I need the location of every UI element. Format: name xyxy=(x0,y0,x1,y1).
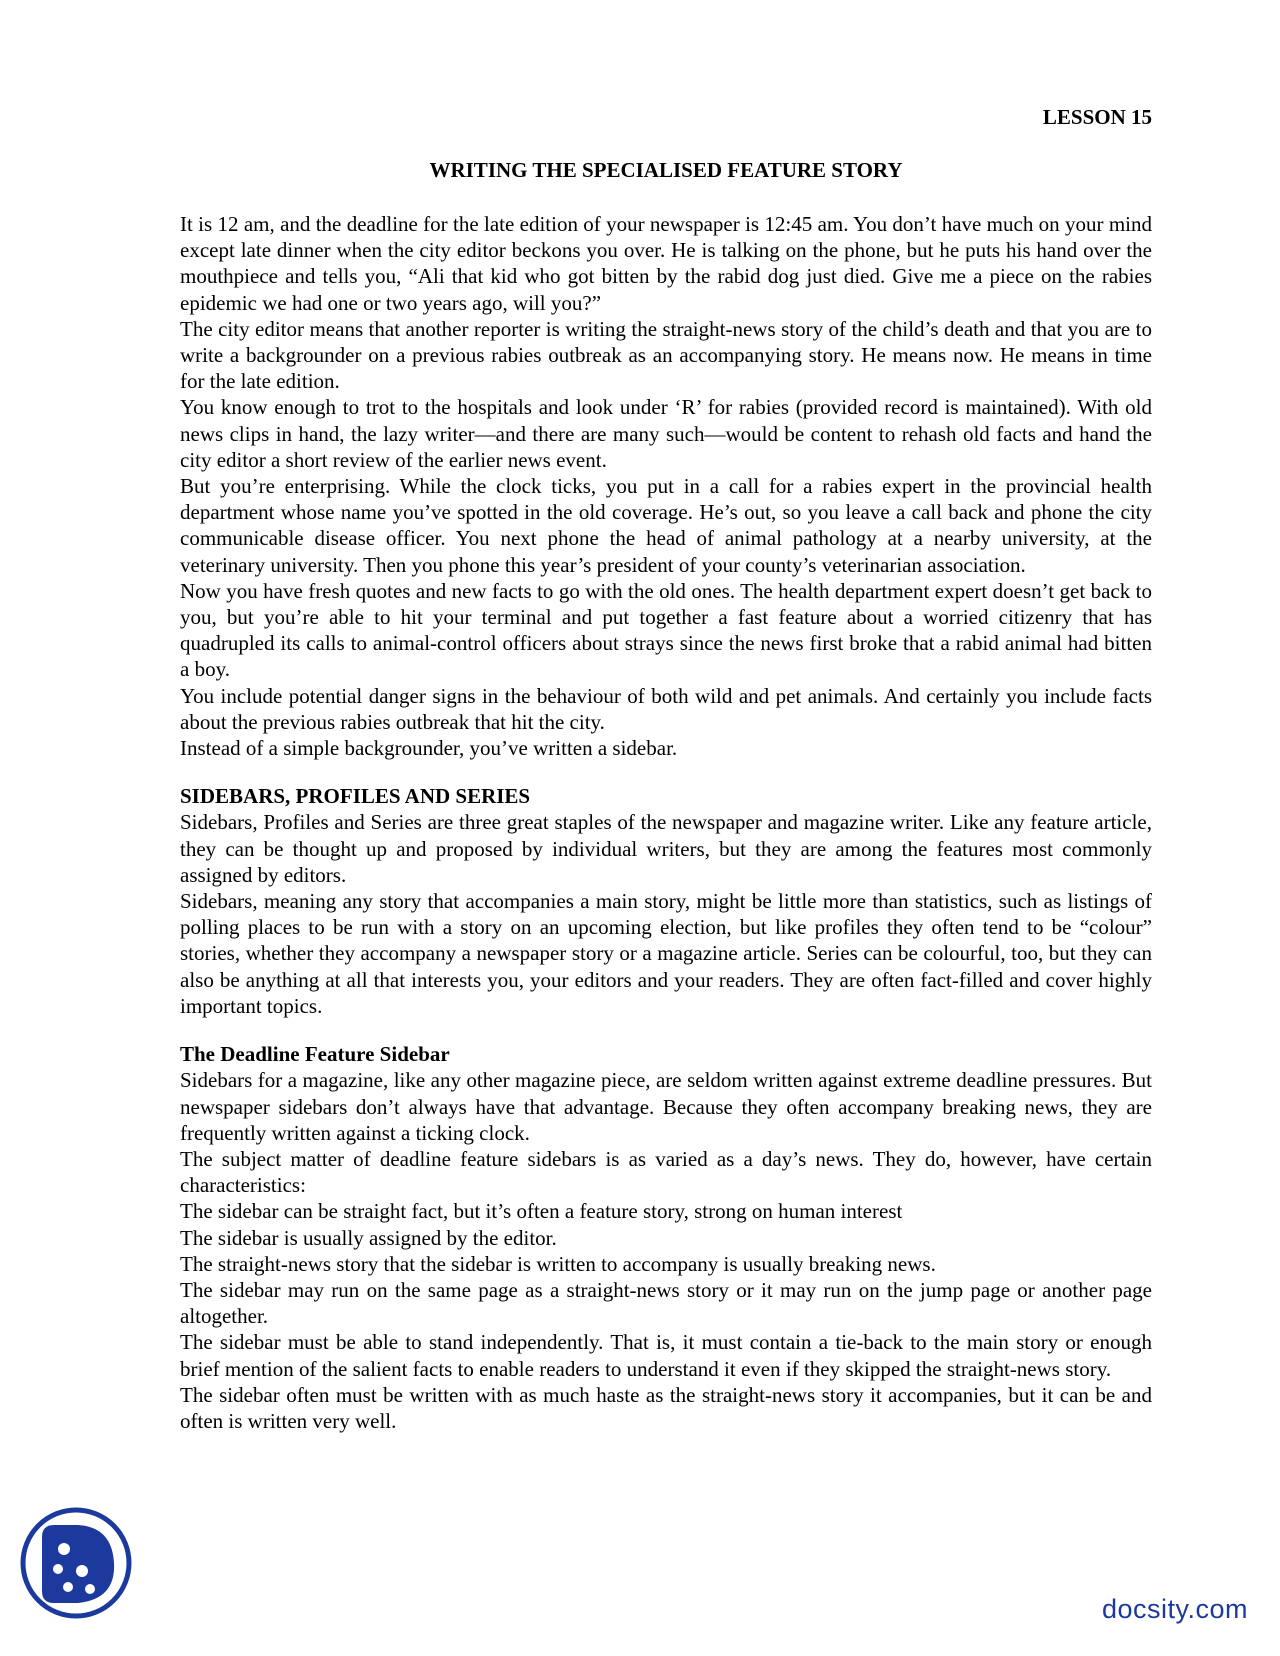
section-spacer xyxy=(180,1019,1152,1041)
intro-paragraph: It is 12 am, and the deadline for the late edition of your newspaper is 12:45 am. You don’t have much on your mind except late dinner when the city editor beckons you over. He is talking on the phone, but he puts his hand over the mouthpiece and tells you, “Ali that kid who got bitten by the rabid dog just died. Give me a piece on the rabies epidemic we had one or two years ago, will you?” xyxy=(180,212,1152,315)
list-item: The sidebar often must be written with as much haste as the straight-news story it accompanies, but it can be and often is written very well. xyxy=(180,1382,1152,1433)
intro-paragraph: The city editor means that another reporter is writing the straight-news story of the child’s death and that you are to write a backgrounder on a previous rabies outbreak as an accompanying story. He means now. He means in time for the late edition. xyxy=(180,316,1152,394)
section-heading-deadline-sidebar: The Deadline Feature Sidebar xyxy=(180,1042,450,1067)
list-item: The sidebar can be straight fact, but it’s often a feature story, strong on human interest xyxy=(180,1199,903,1224)
intro-paragraph: Instead of a simple backgrounder, you’ve written a sidebar. xyxy=(180,736,678,761)
section-paragraph: Sidebars, Profiles and Series are three great staples of the newspaper and magazine writer. Like any feature article, they can be thought up and proposed by individual writers, but they are among the features most commonly assigned by editors. xyxy=(180,810,1152,887)
docsity-brand-link[interactable]: docsity.com xyxy=(1102,1594,1249,1624)
section-heading-sidebars: SIDEBARS, PROFILES AND SERIES xyxy=(180,784,531,809)
intro-paragraph: You know enough to trot to the hospitals and look under ‘R’ for rabies (provided record is maintained). With old news clips in hand, the lazy writer—and there are many such—would be content to rehash old facts and hand the city editor a short review of the earlier news event. xyxy=(180,395,1152,472)
list-item: The straight-news story that the sidebar is written to accompany is usually breaking news. xyxy=(180,1251,936,1276)
intro-paragraph: You include potential danger signs in the behaviour of both wild and pet animals. And certainly you include facts about the previous rabies outbreak that hit the city. xyxy=(180,683,1152,734)
lesson-label: LESSON 15 xyxy=(1042,105,1152,129)
section-paragraph: Sidebars for a magazine, like any other magazine piece, are seldom written against extreme deadline pressures. But newspaper sidebars don’t always have that advantage. Because they often accompany breaking news, they are frequently written against a ticking clock. xyxy=(180,1068,1152,1145)
intro-paragraph: But you’re enterprising. While the clock ticks, you put in a call for a rabies expert in the provincial health department whose name you’ve spotted in the old coverage. He’s out, so you leave a call back and phone the city communicable disease officer. You next phone the head of animal pathology at a nearby university, at the veterinary university. Then you phone this year’s president of your county’s veterinarian association. xyxy=(180,474,1152,577)
list-item: The sidebar is usually assigned by the editor. xyxy=(180,1225,557,1250)
section-spacer xyxy=(180,761,1152,783)
list-item: The sidebar must be able to stand independently. That is, it must contain a tie-back to the main story or enough brief mention of the salient facts to enable readers to understand it even if they skipped the straight-news story. xyxy=(180,1330,1152,1381)
intro-paragraph: Now you have fresh quotes and new facts to go with the old ones. The health department expert doesn’t get back to you, but you’re able to hit your terminal and put together a fast feature about a worried citizenry that has quadrupled its calls to animal-control officers about strays since the news first broke that a rabid animal had bitten a boy. xyxy=(180,578,1152,682)
page-title: WRITING THE SPECIALISED FEATURE STORY xyxy=(429,158,903,182)
document-body xyxy=(180,211,1152,1434)
section-paragraph: The subject matter of deadline feature sidebars is as varied as a day’s news. They do, however, have certain characteristics: xyxy=(180,1146,1152,1198)
docsity-logo-icon[interactable] xyxy=(20,1507,132,1619)
section-paragraph: Sidebars, meaning any story that accompanies a main story, might be little more than statistics, such as listings of polling places to be run with a story on an upcoming election, but like profiles they often tend to be “colour” stories, whether they accompany a newspaper story or a magazine article. Series can be colourful, too, but they can also be anything at all that interests you, your editors and your readers. They are often fact-filled and cover highly important topics. xyxy=(180,889,1152,1018)
list-item: The sidebar may run on the same page as a straight-news story or it may run on the jump page or another page altogether. xyxy=(180,1277,1152,1329)
